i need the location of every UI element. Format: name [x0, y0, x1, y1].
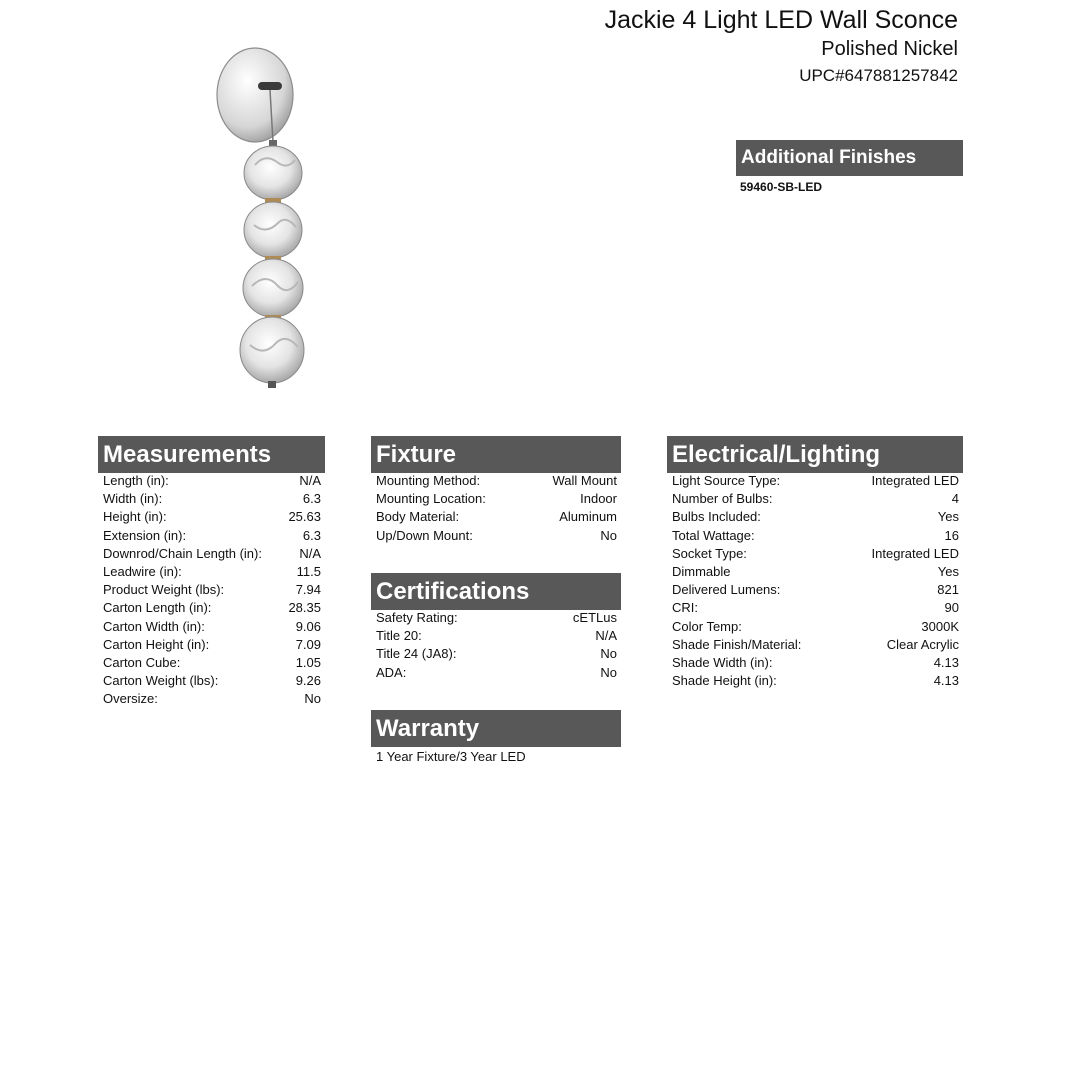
- spec-value: Wall Mount: [552, 473, 617, 488]
- spec-label: Carton Weight (lbs):: [103, 673, 219, 689]
- spec-row: [98, 636, 325, 654]
- spec-label: Body Material:: [376, 509, 460, 525]
- spec-row: [371, 527, 621, 545]
- spec-label: Bulbs Included:: [672, 509, 761, 525]
- certifications-list: [371, 609, 621, 682]
- spec-label: Shade Height (in):: [672, 673, 777, 689]
- spec-row: [667, 563, 963, 581]
- spec-row: [667, 472, 963, 490]
- additional-finishes-header: Additional Finishes: [736, 140, 963, 176]
- spec-label: Carton Height (in):: [103, 636, 210, 652]
- spec-label: Downrod/Chain Length (in):: [103, 545, 262, 561]
- product-upc: UPC#647881257842: [799, 66, 958, 85]
- spec-label: Number of Bulbs:: [672, 491, 773, 507]
- spec-value: 7.94: [295, 582, 321, 598]
- spec-row: [98, 599, 325, 617]
- spec-row: [98, 545, 325, 563]
- spec-value: No: [600, 527, 617, 543]
- spec-row: [371, 627, 621, 645]
- spec-value: 90: [944, 600, 959, 616]
- spec-row: [98, 472, 325, 490]
- product-finish: Polished Nickel: [821, 38, 958, 60]
- spec-value: 821: [937, 582, 959, 598]
- spec-value: No: [600, 646, 617, 662]
- spec-value: Integrated LED: [871, 473, 959, 488]
- spec-value: 1.05: [295, 654, 321, 670]
- spec-label: Leadwire (in):: [103, 563, 182, 579]
- spec-row: [667, 654, 963, 672]
- fixture-header: Fixture: [371, 436, 621, 473]
- spec-value: 9.26: [295, 673, 321, 689]
- spec-row: [98, 618, 325, 636]
- product-image: [210, 40, 330, 400]
- spec-row: [667, 672, 963, 690]
- fixture-list: [371, 472, 621, 545]
- spec-value: 16: [944, 527, 959, 543]
- spec-label: Socket Type:: [672, 545, 747, 561]
- measurements-list: [98, 472, 325, 708]
- spec-label: Title 20:: [376, 628, 422, 644]
- spec-value: 28.35: [288, 600, 321, 616]
- spec-value: N/A: [299, 473, 321, 488]
- spec-value: 3000K: [921, 618, 959, 634]
- spec-row: [371, 664, 621, 682]
- spec-value: 7.09: [295, 636, 321, 652]
- spec-label: Height (in):: [103, 509, 167, 525]
- spec-row: [98, 672, 325, 690]
- measurements-header: Measurements: [98, 436, 325, 473]
- spec-value: N/A: [595, 628, 617, 644]
- spec-label: Product Weight (lbs):: [103, 582, 225, 598]
- spec-row: [98, 654, 325, 672]
- spec-row: [98, 508, 325, 526]
- spec-label: Light Source Type:: [672, 473, 781, 488]
- spec-value: 25.63: [288, 509, 321, 525]
- spec-value: 11.5: [296, 563, 321, 579]
- additional-finish-item[interactable]: 59460-SB-LED: [740, 180, 823, 194]
- spec-label: Shade Finish/Material:: [672, 636, 802, 652]
- spec-row: [371, 609, 621, 627]
- spec-value: 4: [951, 491, 959, 507]
- spec-row: [371, 508, 621, 526]
- spec-label: Width (in):: [103, 491, 163, 507]
- spec-value: Indoor: [580, 491, 617, 507]
- spec-label: Color Temp:: [672, 618, 742, 634]
- warranty-text: 1 Year Fixture/3 Year LED: [376, 749, 526, 764]
- spec-value: 6.3: [302, 491, 321, 507]
- spec-row: [98, 690, 325, 708]
- spec-value: 6.3: [302, 527, 321, 543]
- spec-row: [667, 490, 963, 508]
- spec-row: [667, 636, 963, 654]
- spec-value: Yes: [937, 563, 959, 579]
- spec-label: Carton Cube:: [103, 654, 181, 670]
- spec-row: [371, 472, 621, 490]
- spec-label: Safety Rating:: [376, 610, 458, 625]
- spec-label: Oversize:: [103, 691, 158, 707]
- warranty-header: Warranty: [371, 710, 621, 747]
- spec-label: ADA:: [376, 664, 407, 680]
- spec-value: Integrated LED: [871, 545, 959, 561]
- spec-label: Length (in):: [103, 473, 169, 488]
- spec-value: 4.13: [933, 673, 959, 689]
- spec-label: CRI:: [672, 600, 698, 616]
- spec-label: Delivered Lumens:: [672, 582, 781, 598]
- spec-label: Carton Width (in):: [103, 618, 205, 634]
- spec-row: [98, 581, 325, 599]
- spec-row: [98, 490, 325, 508]
- spec-row: [371, 645, 621, 663]
- spec-row: [98, 527, 325, 545]
- electrical-header: Electrical/Lighting: [667, 436, 963, 473]
- spec-value: 9.06: [295, 618, 321, 634]
- spec-label: Mounting Location:: [376, 491, 486, 507]
- spec-label: Up/Down Mount:: [376, 527, 473, 543]
- certifications-header: Certifications: [371, 573, 621, 610]
- spec-row: [667, 527, 963, 545]
- spec-value: Clear Acrylic: [886, 636, 959, 652]
- electrical-list: [667, 472, 963, 690]
- spec-value: N/A: [299, 545, 321, 561]
- spec-row: [667, 599, 963, 617]
- spec-row: [667, 508, 963, 526]
- spec-label: Dimmable: [672, 563, 731, 579]
- spec-row: [371, 490, 621, 508]
- spec-row: [667, 545, 963, 563]
- spec-value: Yes: [937, 509, 959, 525]
- spec-row: [667, 618, 963, 636]
- product-name: Jackie 4 Light LED Wall Sconce: [604, 6, 958, 34]
- spec-label: Mounting Method:: [376, 473, 481, 488]
- spec-row: [98, 563, 325, 581]
- spec-value: No: [600, 664, 617, 680]
- spec-label: Extension (in):: [103, 527, 187, 543]
- product-title-block: [605, 5, 958, 90]
- spec-value: 4.13: [933, 654, 959, 670]
- spec-value: Aluminum: [559, 509, 617, 525]
- spec-label: Total Wattage:: [672, 527, 755, 543]
- spec-label: Title 24 (JA8):: [376, 646, 457, 662]
- spec-label: Shade Width (in):: [672, 654, 773, 670]
- spec-value: cETLus: [572, 610, 617, 625]
- spec-label: Carton Length (in):: [103, 600, 212, 616]
- spec-value: No: [304, 691, 321, 707]
- spec-row: [667, 581, 963, 599]
